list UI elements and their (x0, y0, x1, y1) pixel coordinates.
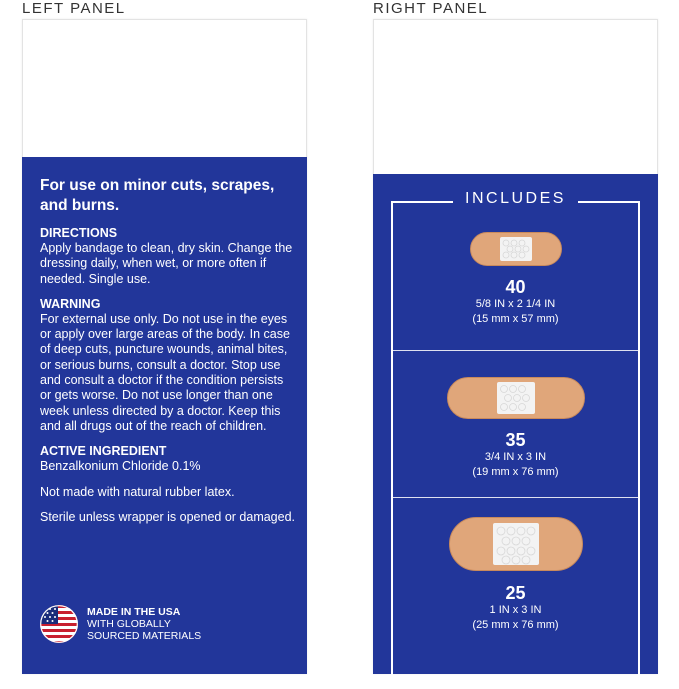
sterile-note: Sterile unless wrapper is opened or damaged. (40, 509, 296, 524)
active-ingredient-title: ACTIVE INGREDIENT (40, 444, 167, 459)
left-panel-label: LEFT PANEL (22, 0, 126, 17)
instructions-block (40, 176, 295, 525)
includes-label: INCLUDES (453, 190, 578, 207)
item-size-in: 1 IN x 3 IN (489, 604, 542, 616)
made-in-usa-line1: MADE IN THE USA (87, 606, 181, 618)
warning-body: For external use only. Do not use in the eyes or apply over large areas of the body. In case of deep cuts, puncture wounds, animal bites, or serious burns, consult a doctor. Stop use and consult a doctor if the condition persists or gets worse. Do not use longer than one week unless directed by a doctor. Keep this and all drugs out of the reach of children. (40, 311, 290, 433)
item-size-in: 5/8 IN x 2 1/4 IN (475, 298, 556, 310)
directions-body: Apply bandage to clean, dry skin. Change the dressing daily, when wet, or more often if needed. Single use. (40, 241, 293, 286)
right-panel-label: RIGHT PANEL (373, 0, 489, 17)
divider (391, 497, 640, 498)
left-panel-blue-area (22, 157, 307, 674)
headline: For use on minor cuts, scrapes, and burns. (40, 177, 275, 214)
warning-title: WARNING (40, 296, 101, 311)
item-35 (373, 430, 658, 480)
bandage-large-icon (373, 517, 658, 571)
item-size-mm: (25 mm x 76 mm) (472, 619, 559, 631)
left-panel (22, 19, 307, 674)
item-count: 25 (505, 583, 526, 603)
item-size-mm: (19 mm x 76 mm) (472, 466, 559, 478)
active-ingredient-body: Benzalkonium Chloride 0.1% (40, 459, 201, 474)
latex-note: Not made with natural rubber latex. (40, 484, 235, 499)
bandage-small-icon (373, 232, 658, 266)
us-flag-icon (40, 605, 78, 643)
directions-title: DIRECTIONS (40, 226, 118, 240)
item-size-in: 3/4 IN x 3 IN (484, 451, 547, 463)
made-in-usa-badge (40, 605, 201, 643)
right-panel (373, 19, 658, 674)
divider (391, 350, 640, 351)
item-size-mm: (15 mm x 57 mm) (472, 313, 559, 325)
made-in-usa-line3: SOURCED MATERIALS (87, 630, 202, 642)
item-25 (373, 583, 658, 633)
made-in-usa-line2: WITH GLOBALLY (87, 618, 171, 630)
item-count: 35 (505, 430, 526, 450)
item-40 (373, 277, 658, 327)
bandage-medium-icon (373, 377, 658, 419)
item-count: 40 (505, 277, 526, 297)
includes-heading (373, 190, 658, 208)
